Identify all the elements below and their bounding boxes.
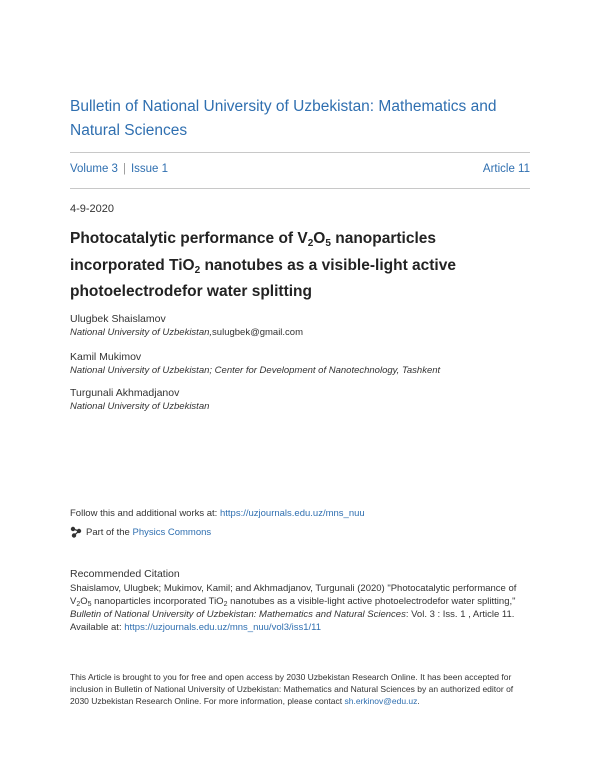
part-of-line: Part of the Physics Commons bbox=[70, 526, 211, 538]
citation-journal-name: Bulletin of National University of Uzbekistan: Mathematics and Natural Sciences bbox=[70, 609, 406, 620]
meta-separator: | bbox=[122, 163, 126, 175]
author-name: Turgunali Akhmadjanov bbox=[70, 387, 180, 399]
follow-url-link[interactable]: https://uzjournals.edu.uz/mns_nuu bbox=[219, 508, 365, 519]
recommended-citation-text: Shaislamov, Ulugbek; Mukimov, Kamil; and Akhmadjanov, Turgunali (2020) "Photocatalytic performance of $V_2O_5$ nanoparticles incorporated TiO$_2$ nanotubes as a visible-light active photoelectrodefor water splitting," Bulletin of National University of Uzbekistan: Mathematics and Natural Sciences: Vol. 3 : Iss. 1 , Article 11. Available at: https://uzjournals.edu.uz/mns_nuu/vol3/iss1/11 bbox=[70, 583, 517, 633]
journal-title-link[interactable]: Bulletin of National University of Uzbekistan: Mathematics and Natural Sciences bbox=[70, 98, 497, 139]
article-title: Photocatalytic performance of $V_2O_5$ nanoparticles incorporated TiO$_2$ nanotubes as a visible-light active photoelectrodefor water splitting bbox=[70, 230, 456, 300]
issue-link[interactable]: Issue 1 bbox=[130, 163, 169, 175]
publication-date: 4-9-2020 bbox=[70, 203, 115, 215]
citation-url-link[interactable]: https://uzjournals.edu.uz/mns_nuu/vol3/iss1/11 bbox=[124, 622, 322, 633]
contact-email-link[interactable]: sh.erkinov@edu.uz bbox=[344, 696, 418, 706]
author-name: Kamil Mukimov bbox=[70, 351, 142, 363]
physics-commons-link[interactable]: Physics Commons bbox=[132, 526, 212, 538]
author-affiliation: National University of Uzbekistan; Center for Development of Nanotechnology, Tashkent bbox=[70, 365, 441, 376]
article-link[interactable]: Article 11 bbox=[482, 163, 530, 175]
author-block bbox=[70, 350, 530, 377]
author-block bbox=[70, 386, 530, 413]
author-affiliation: National University of Uzbekistan bbox=[70, 401, 210, 412]
divider-top bbox=[70, 152, 530, 153]
divider-bottom bbox=[70, 188, 530, 189]
recommended-citation-heading: Recommended Citation bbox=[70, 568, 180, 580]
volume-link[interactable]: Volume 3 bbox=[70, 163, 118, 175]
issue-meta-row bbox=[70, 163, 530, 175]
author-email: sulugbek@gmail.com bbox=[212, 327, 304, 338]
author-name: Ulugbek Shaislamov bbox=[70, 313, 166, 325]
footer-notice: This Article is brought to you for free and open access by 2030 Uzbekistan Research Online. It has been accepted for inclusion in Bulletin of National University of Uzbekistan: Mathematics and Natural Sciences by an authorized editor of 2030 Uzbekistan Research Online. For more information, please contact sh.erkinov@edu.uz. bbox=[70, 672, 514, 706]
follow-line: Follow this and additional works at: https://uzjournals.edu.uz/mns_nuu bbox=[70, 508, 365, 519]
author-affiliation: National University of Uzbekistan,sulugbek@gmail.com bbox=[70, 327, 304, 338]
author-block bbox=[70, 312, 530, 339]
commons-network-icon bbox=[70, 526, 82, 538]
